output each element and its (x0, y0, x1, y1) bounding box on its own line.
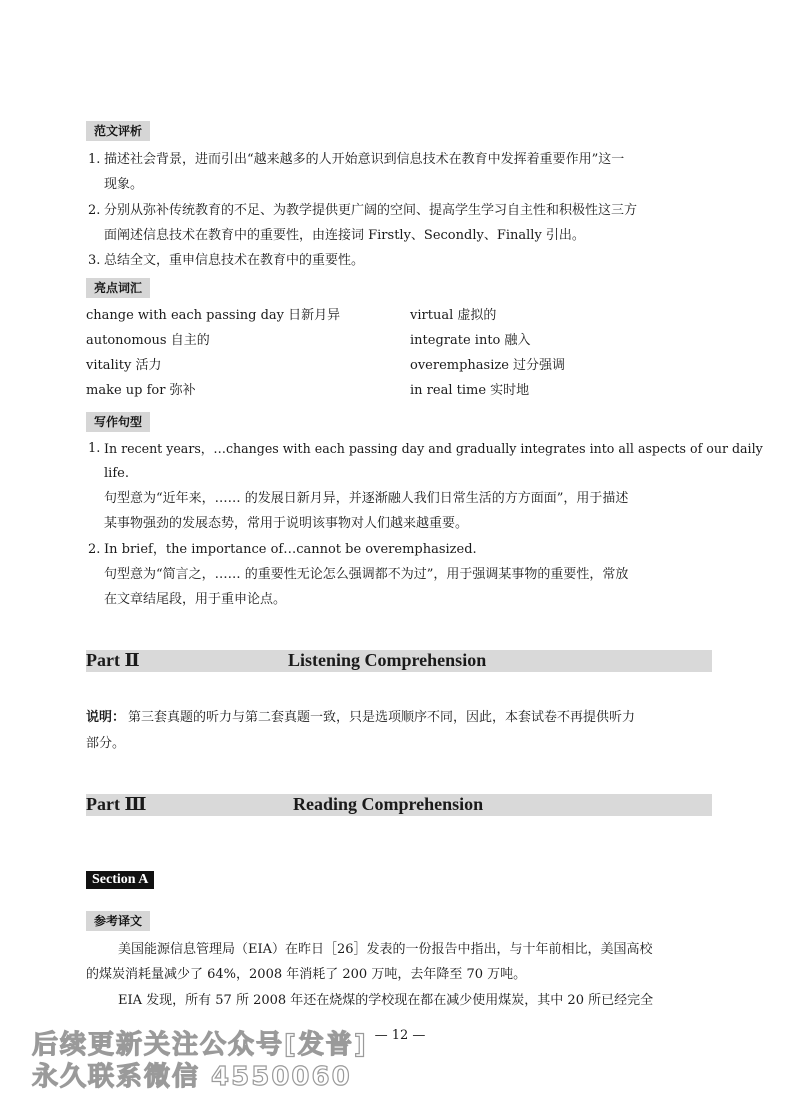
note-line-1: 第三套真题的听力与第二套真题一致，只是选项顺序不同，因此，本套试卷不再提供听力 (128, 710, 636, 725)
section-tag-fanwen: 范文评析 (86, 121, 150, 141)
juxing-item-1-note-2: 某事物强劲的发展态势，常用于说明该事物对人们越来越重要。 (104, 516, 469, 531)
yiwen-line-1: 美国能源信息管理局（EIA）在昨日［26］发表的一份报告中指出，与十年前相比，美国高校 (118, 942, 653, 957)
yiwen-line-3: EIA 发现，所有 57 所 2008 年还在烧煤的学校现在都在减少使用煤炭，其中 20 所已经完全 (118, 993, 654, 1008)
vocab-left-1: change with each passing day 日新月异 (86, 308, 341, 323)
juxing-item-1-num: 1. (88, 441, 101, 456)
juxing-item-1-line-2: life. (104, 466, 129, 481)
juxing-item-2-line-1: In brief，the importance of…cannot be overemphasized. (104, 542, 477, 557)
watermark-line-1: 后续更新关注公众号[发普] (32, 1030, 368, 1060)
section-tag-vocab: 亮点词汇 (86, 278, 150, 298)
vocab-left-4: make up for 弥补 (86, 383, 196, 398)
vocab-right-2: integrate into 融入 (410, 333, 531, 348)
part-3-title: Reading Comprehension (293, 794, 484, 814)
fanwen-item-1-line-2: 现象。 (104, 177, 144, 192)
fanwen-item-3-line-1: 总结全文，重申信息技术在教育中的重要性。 (104, 253, 365, 268)
page-number: — 12 — (374, 1028, 426, 1043)
juxing-item-2-note-2: 在文章结尾段，用于重申论点。 (104, 592, 287, 607)
fanwen-item-2-line-2: 面阐述信息技术在教育中的重要性，由连接词 Firstly、Secondly、Finally 引出。 (104, 228, 585, 243)
note-label: 说明： (86, 710, 126, 725)
watermark-line-2: 永久联系微信 4550060 (32, 1062, 352, 1092)
section-tag-juxing: 写作句型 (86, 412, 150, 432)
vocab-left-2: autonomous 自主的 (86, 333, 210, 348)
fanwen-item-2-num: 2. (88, 203, 101, 218)
vocab-right-3: overemphasize 过分强调 (410, 358, 566, 373)
fanwen-item-1-line-1: 描述社会背景，进而引出“越来越多的人开始意识到信息技术在教育中发挥着重要作用”这一 (104, 152, 625, 167)
juxing-item-1-note-1: 句型意为“近年来，…… 的发展日新月异，并逐渐融人我们日常生活的方方面面”，用于描述 (104, 491, 629, 506)
note-line-2: 部分。 (86, 736, 126, 751)
section-tag-yiwen: 参考译文 (86, 911, 150, 931)
part-2-title: Listening Comprehension (288, 650, 487, 670)
section-a-label: Section A (86, 871, 154, 889)
vocab-right-1: virtual 虚拟的 (410, 308, 497, 323)
juxing-item-2-num: 2. (88, 542, 101, 557)
part-3-number: Part Ⅲ (86, 794, 147, 814)
juxing-item-1-line-1: In recent years，…changes with each passing day and gradually integrates into all aspects of our daily (104, 441, 763, 456)
yiwen-line-2: 的煤炭消耗量减少了 64%，2008 年消耗了 200 万吨，去年降至 70 万吨。 (86, 967, 527, 982)
vocab-right-4: in real time 实时地 (410, 383, 530, 398)
part-2-number: Part Ⅱ (86, 650, 140, 670)
fanwen-item-2-line-1: 分别从弥补传统教育的不足、为教学提供更广阔的空间、提高学生学习自主性和积极性这三方 (104, 203, 638, 218)
fanwen-item-1-num: 1. (88, 152, 101, 167)
juxing-item-2-note-1: 句型意为“简言之，…… 的重要性无论怎么强调都不为过”，用于强调某事物的重要性，常放 (104, 567, 629, 582)
vocab-left-3: vitality 活力 (86, 358, 162, 373)
fanwen-item-3-num: 3. (88, 253, 101, 268)
